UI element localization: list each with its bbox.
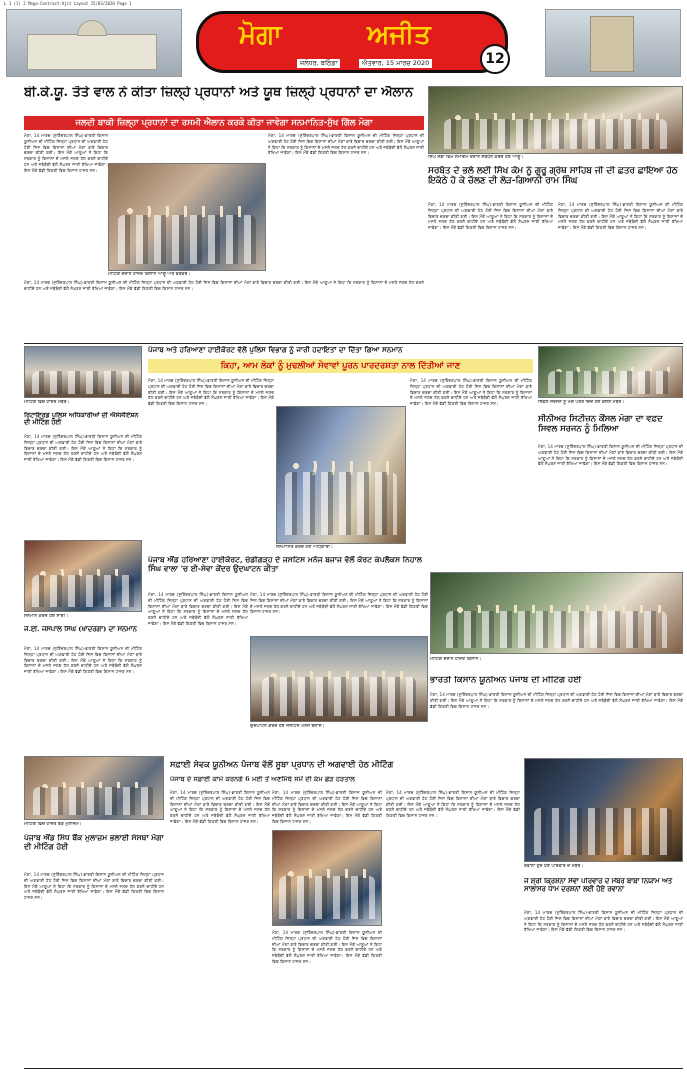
masthead-edition: ਜਲੰਧਰ, ਬਠਿੰਡਾ — [297, 59, 340, 68]
lead-headline: ਬੀ.ਕੇ.ਯੂ. ਤੋਤੇ ਵਾਲ ਨੇ ਕੀਤਾ ਜ਼ਿਲ੍ਹੇ ਪ੍ਰਧਾਨਾਂ ਅਤੇ ਯੂਥ ਜ਼ਿਲ੍ਹੇ ਪ੍ਰਧਾਨਾਂ ਦਾ ਐਲਾਨ — [24, 86, 414, 100]
senior-headline: ਸੀਨੀਅਰ ਸਿਟੀਜ਼ਨ ਕੌਂਸਲ ਮੋਗਾ ਦਾ ਵਫ਼ਦ ਸਿਵਲ ਸਰਜਨ ਨੂੰ ਮਿਲਿਆ — [538, 414, 663, 433]
lead-caption: ਮੀਟਿੰਗ ਦੌਰਾਨ ਹਾਜ਼ਰ ਕਿਸਾਨ ਆਗੂ ਅਤੇ ਵਰਕਰ। — [108, 272, 191, 277]
bku-caption: ਮੀਟਿੰਗ ਦੌਰਾਨ ਹਾਜ਼ਰ ਕਿਸਾਨ। — [430, 657, 482, 662]
safai-body-col2: ਮੋਗਾ, 14 ਮਾਰਚ (ਸੁਰਿੰਦਰਪਾਲ ਸਿੰਘ)-ਭਾਰਤੀ ਕਿਸਾਨ ਯੂਨੀਅਨ ਦੀ ਮੀਟਿੰਗ ਜ਼ਿਲ੍ਹਾ ਪ੍ਰਧਾਨ ਦੀ ਅਗਵਾਈ ਹੇਠ ਹੋਈ ਜਿਸ ਵਿਚ ਕਿਸਾਨਾਂ ਦੀਆਂ ਮੰਗਾਂ ਬਾਰੇ ਵਿਚਾਰ ਚਰਚਾ ਕੀਤੀ ਗਈ। ਇਸ ਮੌਕੇ ਆਗੂਆਂ ਨੇ ਕਿਹਾ ਕਿ ਸਰਕਾਰ ਨੂੰ ਕਿਸਾਨਾਂ ਦੇ ਮਸਲੇ ਜਲਦ ਹੱਲ ਕਰਨੇ ਚਾਹੀਦੇ ਹਨ ਅਤੇ ਜਥੇਬੰਦੀ ਵੱਲੋਂ ਸੰਘਰਸ਼ ਜਾਰੀ ਰੱਖਿਆ ਜਾਵੇਗਾ। ਇਸ ਮੌਕੇ ਵੱਡੀ ਗਿਣਤੀ ਵਿਚ ਕਿਸਾਨ ਹਾਜ਼ਰ ਸਨ। — [272, 790, 382, 824]
dome-illustration — [77, 20, 107, 36]
police-subhead-band: ਕਿਹਾ, ਆਮ ਲੋਕਾਂ ਨੂੰ ਮੁਢਲੀਆਂ ਸੇਵਾਵਾਂ ਪੂਰਨ ਪਾਰਦਰਸ਼ਤਾ ਨਾਲ ਦਿੱਤੀਆਂ ਜਾਣ — [148, 359, 533, 373]
lead-body-bottom: ਮੋਗਾ, 14 ਮਾਰਚ (ਸੁਰਿੰਦਰਪਾਲ ਸਿੰਘ)-ਭਾਰਤੀ ਕਿਸਾਨ ਯੂਨੀਅਨ ਦੀ ਮੀਟਿੰਗ ਜ਼ਿਲ੍ਹਾ ਪ੍ਰਧਾਨ ਦੀ ਅਗਵਾਈ ਹੇਠ ਹੋਈ ਜਿਸ ਵਿਚ ਕਿਸਾਨਾਂ ਦੀਆਂ ਮੰਗਾਂ ਬਾਰੇ ਵਿਚਾਰ ਚਰਚਾ ਕੀਤੀ ਗਈ। ਇਸ ਮੌਕੇ ਆਗੂਆਂ ਨੇ ਕਿਹਾ ਕਿ ਸਰਕਾਰ ਨੂੰ ਕਿਸਾਨਾਂ ਦੇ ਮਸਲੇ ਜਲਦ ਹੱਲ ਕਰਨੇ ਚਾਹੀਦੇ ਹਨ ਅਤੇ ਜਥੇਬੰਦੀ ਵੱਲੋਂ ਸੰਘਰਸ਼ ਜਾਰੀ ਰੱਖਿਆ ਜਾਵੇਗਾ। ਇਸ ਮੌਕੇ ਵੱਡੀ ਗਿਣਤੀ ਵਿਚ ਕਿਸਾਨ ਹਾਜ਼ਰ ਸਨ। — [24, 280, 424, 291]
masthead-date: ਐਤਵਾਰ, 15 ਮਾਰਚ 2020 — [359, 59, 432, 68]
lead-body-col3: ਮੋਗਾ, 14 ਮਾਰਚ (ਸੁਰਿੰਦਰਪਾਲ ਸਿੰਘ)-ਭਾਰਤੀ ਕਿਸਾਨ ਯੂਨੀਅਨ ਦੀ ਮੀਟਿੰਗ ਜ਼ਿਲ੍ਹਾ ਪ੍ਰਧਾਨ ਦੀ ਅਗਵਾਈ ਹੇਠ ਹੋਈ ਜਿਸ ਵਿਚ ਕਿਸਾਨਾਂ ਦੀਆਂ ਮੰਗਾਂ ਬਾਰੇ ਵਿਚਾਰ ਚਰਚਾ ਕੀਤੀ ਗਈ। ਇਸ ਮੌਕੇ ਆਗੂਆਂ ਨੇ ਕਿਹਾ ਕਿ ਸਰਕਾਰ ਨੂੰ ਕਿਸਾਨਾਂ ਦੇ ਮਸਲੇ ਜਲਦ ਹੱਲ ਕਰਨੇ ਚਾਹੀਦੇ ਹਨ ਅਤੇ ਜਥੇਬੰਦੀ ਵੱਲੋਂ ਸੰਘਰਸ਼ ਜਾਰੀ ਰੱਖਿਆ ਜਾਵੇਗਾ। ਇਸ ਮੌਕੇ ਵੱਡੀ ਗਿਣਤੀ ਵਿਚ ਕਿਸਾਨ ਹਾਜ਼ਰ ਸਨ। — [268, 133, 424, 156]
bku-headline: ਭਾਰਤੀ ਕਿਸਾਨ ਯੂਨੀਅਨ ਪੰਜਾਬ ਦੀ ਮੀਟਿੰਗ ਹੋਈ — [430, 676, 582, 685]
masthead-photo-right — [545, 9, 681, 77]
psb-headline: ਪੰਜਾਬ ਐਂਡ ਸਿੰਧ ਬੈਂਕ ਮੁਲਾਜ਼ਮ ਭਲਾਈ ਸੰਸਥਾ ਮੋਗਾ ਦੀ ਮੀਟਿੰਗ ਹੋਈ — [24, 834, 164, 851]
sarbat-headline: ਸਰਬੱਤ ਦੇ ਭਲੇ ਲਈ ਸਿੱਖ ਕੌਮ ਨੂੰ ਗੁਰੂ ਗ੍ਰੰਥ ਸਾਹਿਬ ਜੀ ਦੀ ਛਤਰ ਛਾਇਆ ਹੇਠ ਇਕੱਠੇ ਹੋ ਕੇ ਚੱਲਣ ਦੀ ਲੋੜ-ਗਿਆਨੀ ਰਾਮ ਸਿੰਘ — [428, 166, 678, 187]
building-illustration — [27, 34, 157, 70]
bku-body: ਮੋਗਾ, 14 ਮਾਰਚ (ਸੁਰਿੰਦਰਪਾਲ ਸਿੰਘ)-ਭਾਰਤੀ ਕਿਸਾਨ ਯੂਨੀਅਨ ਦੀ ਮੀਟਿੰਗ ਜ਼ਿਲ੍ਹਾ ਪ੍ਰਧਾਨ ਦੀ ਅਗਵਾਈ ਹੇਠ ਹੋਈ ਜਿਸ ਵਿਚ ਕਿਸਾਨਾਂ ਦੀਆਂ ਮੰਗਾਂ ਬਾਰੇ ਵਿਚਾਰ ਚਰਚਾ ਕੀਤੀ ਗਈ। ਇਸ ਮੌਕੇ ਆਗੂਆਂ ਨੇ ਕਿਹਾ ਕਿ ਸਰਕਾਰ ਨੂੰ ਕਿਸਾਨਾਂ ਦੇ ਮਸਲੇ ਜਲਦ ਹੱਲ ਕਰਨੇ ਚਾਹੀਦੇ ਹਨ ਅਤੇ ਜਥੇਬੰਦੀ ਵੱਲੋਂ ਸੰਘਰਸ਼ ਜਾਰੀ ਰੱਖਿਆ ਜਾਵੇਗਾ। ਇਸ ਮੌਕੇ ਵੱਡੀ ਗਿਣਤੀ ਵਿਚ ਕਿਸਾਨ ਹਾਜ਼ਰ ਸਨ। — [430, 692, 683, 709]
sarbat-body-col2: ਮੋਗਾ, 14 ਮਾਰਚ (ਸੁਰਿੰਦਰਪਾਲ ਸਿੰਘ)-ਭਾਰਤੀ ਕਿਸਾਨ ਯੂਨੀਅਨ ਦੀ ਮੀਟਿੰਗ ਜ਼ਿਲ੍ਹਾ ਪ੍ਰਧਾਨ ਦੀ ਅਗਵਾਈ ਹੇਠ ਹੋਈ ਜਿਸ ਵਿਚ ਕਿਸਾਨਾਂ ਦੀਆਂ ਮੰਗਾਂ ਬਾਰੇ ਵਿਚਾਰ ਚਰਚਾ ਕੀਤੀ ਗਈ। ਇਸ ਮੌਕੇ ਆਗੂਆਂ ਨੇ ਕਿਹਾ ਕਿ ਸਰਕਾਰ ਨੂੰ ਕਿਸਾਨਾਂ ਦੇ ਮਸਲੇ ਜਲਦ ਹੱਲ ਕਰਨੇ ਚਾਹੀਦੇ ਹਨ ਅਤੇ ਜਥੇਬੰਦੀ ਵੱਲੋਂ ਸੰਘਰਸ਼ ਜਾਰੀ ਰੱਖਿਆ ਜਾਵੇਗਾ। ਇਸ ਮੌਕੇ ਵੱਡੀ ਗਿਣਤੀ ਵਿਚ ਕਿਸਾਨ ਹਾਜ਼ਰ ਸਨ। — [558, 202, 683, 231]
left-meeting-headline: ਰਿਟਾਇਰਡ ਪੁਲਿਸ ਅਧਿਕਾਰੀਆਂ ਦੀ ਐਸੋਸੀਏਸ਼ਨ ਦੀ ਮੀਟਿੰਗ ਹੋਈ — [24, 412, 139, 427]
je-caption: ਸਨਮਾਨ ਕਰਦੇ ਹੋਏ ਸਾਥੀ। — [24, 614, 69, 619]
court-body-col1: ਮੋਗਾ, 14 ਮਾਰਚ (ਸੁਰਿੰਦਰਪਾਲ ਸਿੰਘ)-ਭਾਰਤੀ ਕਿਸਾਨ ਯੂਨੀਅਨ ਦੀ ਮੀਟਿੰਗ ਜ਼ਿਲ੍ਹਾ ਪ੍ਰਧਾਨ ਦੀ ਅਗਵਾਈ ਹੇਠ ਹੋਈ ਜਿਸ ਵਿਚ ਕਿਸਾਨਾਂ ਦੀਆਂ ਮੰਗਾਂ ਬਾਰੇ ਵਿਚਾਰ ਚਰਚਾ ਕੀਤੀ ਗਈ। ਇਸ ਮੌਕੇ ਆਗੂਆਂ ਨੇ ਕਿਹਾ ਕਿ ਸਰਕਾਰ ਨੂੰ ਕਿਸਾਨਾਂ ਦੇ ਮਸਲੇ ਜਲਦ ਹੱਲ ਕਰਨੇ ਚਾਹੀਦੇ ਹਨ ਅਤੇ ਜਥੇਬੰਦੀ ਵੱਲੋਂ ਸੰਘਰਸ਼ ਜਾਰੀ ਰੱਖਿਆ ਜਾਵੇਗਾ। ਇਸ ਮੌਕੇ ਵੱਡੀ ਗਿਣਤੀ ਵਿਚ ਕਿਸਾਨ ਹਾਜ਼ਰ ਸਨ। — [148, 592, 248, 626]
lead-photo — [108, 163, 266, 271]
psb-caption: ਮੀਟਿੰਗ ਵਿੱਚ ਹਾਜ਼ਰ ਬੈਂਕ ਮੁਲਾਜ਼ਮ। — [24, 822, 82, 827]
sangh-photo — [524, 758, 683, 862]
left-meeting-caption: ਮੀਟਿੰਗ ਵਿੱਚ ਹਾਜ਼ਰ ਮੈਂਬਰ। — [24, 400, 70, 405]
print-slug: L 1 (1) 2 Moga-Contract-Ajit Layout 15/03/2020 Page 1 — [4, 1, 132, 6]
safai-photo — [272, 830, 382, 926]
police-headline: ਪੰਜਾਬ ਅਤੇ ਹਰਿਆਣਾ ਹਾਈਕੋਰਟ ਵੱਲੋਂ ਪੁਲਿਸ ਵਿਭਾਗ ਨੂੰ ਜਾਰੀ ਹਦਾਇਤਾਂ ਦਾ ਦਿੱਤਾ ਗਿਆ ਸਨਮਾਨ — [148, 346, 403, 354]
temple-illustration — [590, 16, 634, 72]
footer-rule — [24, 1068, 683, 1069]
lead-body-col1: ਮੋਗਾ, 14 ਮਾਰਚ (ਸੁਰਿੰਦਰਪਾਲ ਸਿੰਘ)-ਭਾਰਤੀ ਕਿਸਾਨ ਯੂਨੀਅਨ ਦੀ ਮੀਟਿੰਗ ਜ਼ਿਲ੍ਹਾ ਪ੍ਰਧਾਨ ਦੀ ਅਗਵਾਈ ਹੇਠ ਹੋਈ ਜਿਸ ਵਿਚ ਕਿਸਾਨਾਂ ਦੀਆਂ ਮੰਗਾਂ ਬਾਰੇ ਵਿਚਾਰ ਚਰਚਾ ਕੀਤੀ ਗਈ। ਇਸ ਮੌਕੇ ਆਗੂਆਂ ਨੇ ਕਿਹਾ ਕਿ ਸਰਕਾਰ ਨੂੰ ਕਿਸਾਨਾਂ ਦੇ ਮਸਲੇ ਜਲਦ ਹੱਲ ਕਰਨੇ ਚਾਹੀਦੇ ਹਨ ਅਤੇ ਜਥੇਬੰਦੀ ਵੱਲੋਂ ਸੰਘਰਸ਼ ਜਾਰੀ ਰੱਖਿਆ ਜਾਵੇਗਾ। ਇਸ ਮੌਕੇ ਵੱਡੀ ਗਿਣਤੀ ਵਿਚ ਕਿਸਾਨ ਹਾਜ਼ਰ ਸਨ। — [24, 133, 108, 173]
je-photo — [24, 540, 142, 612]
sarbat-body-col1: ਮੋਗਾ, 14 ਮਾਰਚ (ਸੁਰਿੰਦਰਪਾਲ ਸਿੰਘ)-ਭਾਰਤੀ ਕਿਸਾਨ ਯੂਨੀਅਨ ਦੀ ਮੀਟਿੰਗ ਜ਼ਿਲ੍ਹਾ ਪ੍ਰਧਾਨ ਦੀ ਅਗਵਾਈ ਹੇਠ ਹੋਈ ਜਿਸ ਵਿਚ ਕਿਸਾਨਾਂ ਦੀਆਂ ਮੰਗਾਂ ਬਾਰੇ ਵਿਚਾਰ ਚਰਚਾ ਕੀਤੀ ਗਈ। ਇਸ ਮੌਕੇ ਆਗੂਆਂ ਨੇ ਕਿਹਾ ਕਿ ਸਰਕਾਰ ਨੂੰ ਕਿਸਾਨਾਂ ਦੇ ਮਸਲੇ ਜਲਦ ਹੱਲ ਕਰਨੇ ਚਾਹੀਦੇ ਹਨ ਅਤੇ ਜਥੇਬੰਦੀ ਵੱਲੋਂ ਸੰਘਰਸ਼ ਜਾਰੀ ਰੱਖਿਆ ਜਾਵੇਗਾ। ਇਸ ਮੌਕੇ ਵੱਡੀ ਗਿਣਤੀ ਵਿਚ ਕਿਸਾਨ ਹਾਜ਼ਰ ਸਨ। — [428, 202, 553, 231]
sarbat-photo — [428, 86, 683, 154]
court-headline: ਪੰਜਾਬ ਐਂਡ ਹਰਿਆਣਾ ਹਾਈਕੋਰਟ, ਚੰਡੀਗੜ੍ਹ ਦੇ ਜਸਟਿਸ ਮਨੋਜ ਬਜਾਜ ਵੱਲੋਂ ਕੋਰਟ ਕੰਪਲੈਕਸ ਨਿਹਾਲ ਸਿੰਘ ਵਾਲਾ 'ਚ ਈ-ਸੇਵਾ ਕੇਂਦਰ ਉਦਘਾਟਨ ਕੀਤਾ — [148, 556, 422, 573]
senior-body: ਮੋਗਾ, 14 ਮਾਰਚ (ਸੁਰਿੰਦਰਪਾਲ ਸਿੰਘ)-ਭਾਰਤੀ ਕਿਸਾਨ ਯੂਨੀਅਨ ਦੀ ਮੀਟਿੰਗ ਜ਼ਿਲ੍ਹਾ ਪ੍ਰਧਾਨ ਦੀ ਅਗਵਾਈ ਹੇਠ ਹੋਈ ਜਿਸ ਵਿਚ ਕਿਸਾਨਾਂ ਦੀਆਂ ਮੰਗਾਂ ਬਾਰੇ ਵਿਚਾਰ ਚਰਚਾ ਕੀਤੀ ਗਈ। ਇਸ ਮੌਕੇ ਆਗੂਆਂ ਨੇ ਕਿਹਾ ਕਿ ਸਰਕਾਰ ਨੂੰ ਕਿਸਾਨਾਂ ਦੇ ਮਸਲੇ ਜਲਦ ਹੱਲ ਕਰਨੇ ਚਾਹੀਦੇ ਹਨ ਅਤੇ ਜਥੇਬੰਦੀ ਵੱਲੋਂ ਸੰਘਰਸ਼ ਜਾਰੀ ਰੱਖਿਆ ਜਾਵੇਗਾ। ਇਸ ਮੌਕੇ ਵੱਡੀ ਗਿਣਤੀ ਵਿਚ ਕਿਸਾਨ ਹਾਜ਼ਰ ਸਨ। — [538, 444, 683, 467]
court-body-col2: ਮੋਗਾ, 14 ਮਾਰਚ (ਸੁਰਿੰਦਰਪਾਲ ਸਿੰਘ)-ਭਾਰਤੀ ਕਿਸਾਨ ਯੂਨੀਅਨ ਦੀ ਮੀਟਿੰਗ ਜ਼ਿਲ੍ਹਾ ਪ੍ਰਧਾਨ ਦੀ ਅਗਵਾਈ ਹੇਠ ਹੋਈ ਜਿਸ ਵਿਚ ਕਿਸਾਨਾਂ ਦੀਆਂ ਮੰਗਾਂ ਬਾਰੇ ਵਿਚਾਰ ਚਰਚਾ ਕੀਤੀ ਗਈ। ਇਸ ਮੌਕੇ ਆਗੂਆਂ ਨੇ ਕਿਹਾ ਕਿ ਸਰਕਾਰ ਨੂੰ ਕਿਸਾਨਾਂ ਦੇ ਮਸਲੇ ਜਲਦ ਹੱਲ ਕਰਨੇ ਚਾਹੀਦੇ ਹਨ ਅਤੇ ਜਥੇਬੰਦੀ ਵੱਲੋਂ ਸੰਘਰਸ਼ ਜਾਰੀ ਰੱਖਿਆ ਜਾਵੇਗਾ। ਇਸ ਮੌਕੇ ਵੱਡੀ ਗਿਣਤੀ ਵਿਚ ਕਿਸਾਨ ਹਾਜ਼ਰ ਸਨ। — [250, 592, 428, 615]
police-body-col1: ਮੋਗਾ, 14 ਮਾਰਚ (ਸੁਰਿੰਦਰਪਾਲ ਸਿੰਘ)-ਭਾਰਤੀ ਕਿਸਾਨ ਯੂਨੀਅਨ ਦੀ ਮੀਟਿੰਗ ਜ਼ਿਲ੍ਹਾ ਪ੍ਰਧਾਨ ਦੀ ਅਗਵਾਈ ਹੇਠ ਹੋਈ ਜਿਸ ਵਿਚ ਕਿਸਾਨਾਂ ਦੀਆਂ ਮੰਗਾਂ ਬਾਰੇ ਵਿਚਾਰ ਚਰਚਾ ਕੀਤੀ ਗਈ। ਇਸ ਮੌਕੇ ਆਗੂਆਂ ਨੇ ਕਿਹਾ ਕਿ ਸਰਕਾਰ ਨੂੰ ਕਿਸਾਨਾਂ ਦੇ ਮਸਲੇ ਜਲਦ ਹੱਲ ਕਰਨੇ ਚਾਹੀਦੇ ਹਨ ਅਤੇ ਜਥੇਬੰਦੀ ਵੱਲੋਂ ਸੰਘਰਸ਼ ਜਾਰੀ ਰੱਖਿਆ ਜਾਵੇਗਾ। ਇਸ ਮੌਕੇ ਵੱਡੀ ਗਿਣਤੀ ਵਿਚ ਕਿਸਾਨ ਹਾਜ਼ਰ ਸਨ। — [148, 378, 274, 407]
page-number: 12 — [480, 44, 510, 74]
police-caption: ਸਨਮਾਨਿਤ ਕਰਦੇ ਹੋਏ ਅਧਿਕਾਰੀ। — [276, 545, 333, 550]
masthead-title-right: ਅਜੀਤ — [367, 20, 431, 50]
je-body: ਮੋਗਾ, 14 ਮਾਰਚ (ਸੁਰਿੰਦਰਪਾਲ ਸਿੰਘ)-ਭਾਰਤੀ ਕਿਸਾਨ ਯੂਨੀਅਨ ਦੀ ਮੀਟਿੰਗ ਜ਼ਿਲ੍ਹਾ ਪ੍ਰਧਾਨ ਦੀ ਅਗਵਾਈ ਹੇਠ ਹੋਈ ਜਿਸ ਵਿਚ ਕਿਸਾਨਾਂ ਦੀਆਂ ਮੰਗਾਂ ਬਾਰੇ ਵਿਚਾਰ ਚਰਚਾ ਕੀਤੀ ਗਈ। ਇਸ ਮੌਕੇ ਆਗੂਆਂ ਨੇ ਕਿਹਾ ਕਿ ਸਰਕਾਰ ਨੂੰ ਕਿਸਾਨਾਂ ਦੇ ਮਸਲੇ ਜਲਦ ਹੱਲ ਕਰਨੇ ਚਾਹੀਦੇ ਹਨ ਅਤੇ ਜਥੇਬੰਦੀ ਵੱਲੋਂ ਸੰਘਰਸ਼ ਜਾਰੀ ਰੱਖਿਆ ਜਾਵੇਗਾ। ਇਸ ਮੌਕੇ ਵੱਡੀ ਗਿਣਤੀ ਵਿਚ ਕਿਸਾਨ ਹਾਜ਼ਰ ਸਨ। — [24, 646, 142, 675]
masthead-banner — [196, 11, 508, 73]
safai-subhead: ਪੰਜਾਬ ਦੇ ਸਫ਼ਾਈ ਕਾਮੇ ਕਰਨਗੇ 6 ਮਈ ਤੋਂ ਅਣਮਿੱਥੇ ਸਮੇਂ ਦੀ ਕੰਮ ਛੋੜ ਹੜਤਾਲ — [170, 776, 355, 783]
safai-headline: ਸਫ਼ਾਈ ਸੇਵਕ ਯੂਨੀਅਨ ਪੰਜਾਬ ਵੱਲੋਂ ਸੂਬਾ ਪ੍ਰਧਾਨ ਦੀ ਅਗਵਾਈ ਹੇਠ ਮੀਟਿੰਗ — [170, 760, 394, 769]
senior-caption: ਸਿਵਲ ਸਰਜਨ ਨੂੰ ਮੰਗ ਪੱਤਰ ਦਿੰਦੇ ਹੋਏ ਕੌਂਸਲ ਮੈਂਬਰ। — [538, 400, 625, 405]
lead-subhead-band: ਜਲਦੀ ਬਾਕੀ ਜ਼ਿਲ੍ਹਾ ਪ੍ਰਧਾਨਾਂ ਦਾ ਰਸਮੀ ਐਲਾਨ ਕਰਕੇ ਕੀਤਾ ਜਾਵੇਗਾ ਸਨਮਾਨਿਤ-ਸੁੱਖ ਗਿੱਲ ਮੋਗਾ — [24, 116, 424, 130]
je-headline: ਜੇ.ਈ. ਜਸਪਾਲ ਸਿੰਘ (ਖਾਦਰਗਾ) ਦਾ ਸਨਮਾਨ — [24, 626, 137, 633]
sangh-headline: ਜੇ ਸ਼੍ਰੀ ਕ੍ਰਿਸ਼ਨਾ ਸੇਵਾ ਪਰਿਵਾਰ ਦੇ ਮੈਂਬਰ ਬਾਬਾ ਨਿਯਾਮ ਅਤੇ ਸਾਲਾਸਰ ਧਾਮ ਦਰਸ਼ਨਾਂ ਲਈ ਹੋਏ ਰਵਾਨਾ — [524, 878, 673, 893]
court-caption: ਉਦਘਾਟਨ ਕਰਦੇ ਹੋਏ ਜਸਟਿਸ ਮਨੋਜ ਬਜਾਜ। — [250, 724, 325, 729]
police-body-col3: ਮੋਗਾ, 14 ਮਾਰਚ (ਸੁਰਿੰਦਰਪਾਲ ਸਿੰਘ)-ਭਾਰਤੀ ਕਿਸਾਨ ਯੂਨੀਅਨ ਦੀ ਮੀਟਿੰਗ ਜ਼ਿਲ੍ਹਾ ਪ੍ਰਧਾਨ ਦੀ ਅਗਵਾਈ ਹੇਠ ਹੋਈ ਜਿਸ ਵਿਚ ਕਿਸਾਨਾਂ ਦੀਆਂ ਮੰਗਾਂ ਬਾਰੇ ਵਿਚਾਰ ਚਰਚਾ ਕੀਤੀ ਗਈ। ਇਸ ਮੌਕੇ ਆਗੂਆਂ ਨੇ ਕਿਹਾ ਕਿ ਸਰਕਾਰ ਨੂੰ ਕਿਸਾਨਾਂ ਦੇ ਮਸਲੇ ਜਲਦ ਹੱਲ ਕਰਨੇ ਚਾਹੀਦੇ ਹਨ ਅਤੇ ਜਥੇਬੰਦੀ ਵੱਲੋਂ ਸੰਘਰਸ਼ ਜਾਰੀ ਰੱਖਿਆ ਜਾਵੇਗਾ। ਇਸ ਮੌਕੇ ਵੱਡੀ ਗਿਣਤੀ ਵਿਚ ਕਿਸਾਨ ਹਾਜ਼ਰ ਸਨ। — [410, 378, 532, 407]
court-photo — [250, 636, 428, 722]
bku-photo — [430, 572, 683, 654]
police-photo-left — [24, 346, 142, 398]
masthead-photo-left — [6, 9, 182, 77]
masthead-title-left: ਮੋਗਾ — [239, 20, 282, 50]
section-divider — [24, 343, 683, 344]
sangh-caption: ਰਵਾਨਾ ਹੁੰਦੇ ਹੋਏ ਪਰਿਵਾਰ ਦੇ ਮੈਂਬਰ। — [524, 864, 584, 869]
senior-photo — [538, 346, 683, 398]
sangh-body: ਮੋਗਾ, 14 ਮਾਰਚ (ਸੁਰਿੰਦਰਪਾਲ ਸਿੰਘ)-ਭਾਰਤੀ ਕਿਸਾਨ ਯੂਨੀਅਨ ਦੀ ਮੀਟਿੰਗ ਜ਼ਿਲ੍ਹਾ ਪ੍ਰਧਾਨ ਦੀ ਅਗਵਾਈ ਹੇਠ ਹੋਈ ਜਿਸ ਵਿਚ ਕਿਸਾਨਾਂ ਦੀਆਂ ਮੰਗਾਂ ਬਾਰੇ ਵਿਚਾਰ ਚਰਚਾ ਕੀਤੀ ਗਈ। ਇਸ ਮੌਕੇ ਆਗੂਆਂ ਨੇ ਕਿਹਾ ਕਿ ਸਰਕਾਰ ਨੂੰ ਕਿਸਾਨਾਂ ਦੇ ਮਸਲੇ ਜਲਦ ਹੱਲ ਕਰਨੇ ਚਾਹੀਦੇ ਹਨ ਅਤੇ ਜਥੇਬੰਦੀ ਵੱਲੋਂ ਸੰਘਰਸ਼ ਜਾਰੀ ਰੱਖਿਆ ਜਾਵੇਗਾ। ਇਸ ਮੌਕੇ ਵੱਡੀ ਗਿਣਤੀ ਵਿਚ ਕਿਸਾਨ ਹਾਜ਼ਰ ਸਨ। — [524, 910, 683, 933]
safai-body-col1: ਮੋਗਾ, 14 ਮਾਰਚ (ਸੁਰਿੰਦਰਪਾਲ ਸਿੰਘ)-ਭਾਰਤੀ ਕਿਸਾਨ ਯੂਨੀਅਨ ਦੀ ਮੀਟਿੰਗ ਜ਼ਿਲ੍ਹਾ ਪ੍ਰਧਾਨ ਦੀ ਅਗਵਾਈ ਹੇਠ ਹੋਈ ਜਿਸ ਵਿਚ ਕਿਸਾਨਾਂ ਦੀਆਂ ਮੰਗਾਂ ਬਾਰੇ ਵਿਚਾਰ ਚਰਚਾ ਕੀਤੀ ਗਈ। ਇਸ ਮੌਕੇ ਆਗੂਆਂ ਨੇ ਕਿਹਾ ਕਿ ਸਰਕਾਰ ਨੂੰ ਕਿਸਾਨਾਂ ਦੇ ਮਸਲੇ ਜਲਦ ਹੱਲ ਕਰਨੇ ਚਾਹੀਦੇ ਹਨ ਅਤੇ ਜਥੇਬੰਦੀ ਵੱਲੋਂ ਸੰਘਰਸ਼ ਜਾਰੀ ਰੱਖਿਆ ਜਾਵੇਗਾ। ਇਸ ਮੌਕੇ ਵੱਡੀ ਗਿਣਤੀ ਵਿਚ ਕਿਸਾਨ ਹਾਜ਼ਰ ਸਨ। — [170, 790, 270, 824]
psb-body: ਮੋਗਾ, 14 ਮਾਰਚ (ਸੁਰਿੰਦਰਪਾਲ ਸਿੰਘ)-ਭਾਰਤੀ ਕਿਸਾਨ ਯੂਨੀਅਨ ਦੀ ਮੀਟਿੰਗ ਜ਼ਿਲ੍ਹਾ ਪ੍ਰਧਾਨ ਦੀ ਅਗਵਾਈ ਹੇਠ ਹੋਈ ਜਿਸ ਵਿਚ ਕਿਸਾਨਾਂ ਦੀਆਂ ਮੰਗਾਂ ਬਾਰੇ ਵਿਚਾਰ ਚਰਚਾ ਕੀਤੀ ਗਈ। ਇਸ ਮੌਕੇ ਆਗੂਆਂ ਨੇ ਕਿਹਾ ਕਿ ਸਰਕਾਰ ਨੂੰ ਕਿਸਾਨਾਂ ਦੇ ਮਸਲੇ ਜਲਦ ਹੱਲ ਕਰਨੇ ਚਾਹੀਦੇ ਹਨ ਅਤੇ ਜਥੇਬੰਦੀ ਵੱਲੋਂ ਸੰਘਰਸ਼ ਜਾਰੀ ਰੱਖਿਆ ਜਾਵੇਗਾ। ਇਸ ਮੌਕੇ ਵੱਡੀ ਗਿਣਤੀ ਵਿਚ ਕਿਸਾਨ ਹਾਜ਼ਰ ਸਨ। — [24, 872, 164, 901]
safai-body-col3: ਮੋਗਾ, 14 ਮਾਰਚ (ਸੁਰਿੰਦਰਪਾਲ ਸਿੰਘ)-ਭਾਰਤੀ ਕਿਸਾਨ ਯੂਨੀਅਨ ਦੀ ਮੀਟਿੰਗ ਜ਼ਿਲ੍ਹਾ ਪ੍ਰਧਾਨ ਦੀ ਅਗਵਾਈ ਹੇਠ ਹੋਈ ਜਿਸ ਵਿਚ ਕਿਸਾਨਾਂ ਦੀਆਂ ਮੰਗਾਂ ਬਾਰੇ ਵਿਚਾਰ ਚਰਚਾ ਕੀਤੀ ਗਈ। ਇਸ ਮੌਕੇ ਆਗੂਆਂ ਨੇ ਕਿਹਾ ਕਿ ਸਰਕਾਰ ਨੂੰ ਕਿਸਾਨਾਂ ਦੇ ਮਸਲੇ ਜਲਦ ਹੱਲ ਕਰਨੇ ਚਾਹੀਦੇ ਹਨ ਅਤੇ ਜਥੇਬੰਦੀ ਵੱਲੋਂ ਸੰਘਰਸ਼ ਜਾਰੀ ਰੱਖਿਆ ਜਾਵੇਗਾ। ਇਸ ਮੌਕੇ ਵੱਡੀ ਗਿਣਤੀ ਵਿਚ ਕਿਸਾਨ ਹਾਜ਼ਰ ਸਨ। — [386, 790, 520, 819]
police-photo-main — [276, 406, 406, 544]
left-meeting-body: ਮੋਗਾ, 14 ਮਾਰਚ (ਸੁਰਿੰਦਰਪਾਲ ਸਿੰਘ)-ਭਾਰਤੀ ਕਿਸਾਨ ਯੂਨੀਅਨ ਦੀ ਮੀਟਿੰਗ ਜ਼ਿਲ੍ਹਾ ਪ੍ਰਧਾਨ ਦੀ ਅਗਵਾਈ ਹੇਠ ਹੋਈ ਜਿਸ ਵਿਚ ਕਿਸਾਨਾਂ ਦੀਆਂ ਮੰਗਾਂ ਬਾਰੇ ਵਿਚਾਰ ਚਰਚਾ ਕੀਤੀ ਗਈ। ਇਸ ਮੌਕੇ ਆਗੂਆਂ ਨੇ ਕਿਹਾ ਕਿ ਸਰਕਾਰ ਨੂੰ ਕਿਸਾਨਾਂ ਦੇ ਮਸਲੇ ਜਲਦ ਹੱਲ ਕਰਨੇ ਚਾਹੀਦੇ ਹਨ ਅਤੇ ਜਥੇਬੰਦੀ ਵੱਲੋਂ ਸੰਘਰਸ਼ ਜਾਰੀ ਰੱਖਿਆ ਜਾਵੇਗਾ। ਇਸ ਮੌਕੇ ਵੱਡੀ ਗਿਣਤੀ ਵਿਚ ਕਿਸਾਨ ਹਾਜ਼ਰ ਸਨ। — [24, 434, 142, 463]
safai-body-col2b: ਮੋਗਾ, 14 ਮਾਰਚ (ਸੁਰਿੰਦਰਪਾਲ ਸਿੰਘ)-ਭਾਰਤੀ ਕਿਸਾਨ ਯੂਨੀਅਨ ਦੀ ਮੀਟਿੰਗ ਜ਼ਿਲ੍ਹਾ ਪ੍ਰਧਾਨ ਦੀ ਅਗਵਾਈ ਹੇਠ ਹੋਈ ਜਿਸ ਵਿਚ ਕਿਸਾਨਾਂ ਦੀਆਂ ਮੰਗਾਂ ਬਾਰੇ ਵਿਚਾਰ ਚਰਚਾ ਕੀਤੀ ਗਈ। ਇਸ ਮੌਕੇ ਆਗੂਆਂ ਨੇ ਕਿਹਾ ਕਿ ਸਰਕਾਰ ਨੂੰ ਕਿਸਾਨਾਂ ਦੇ ਮਸਲੇ ਜਲਦ ਹੱਲ ਕਰਨੇ ਚਾਹੀਦੇ ਹਨ ਅਤੇ ਜਥੇਬੰਦੀ ਵੱਲੋਂ ਸੰਘਰਸ਼ ਜਾਰੀ ਰੱਖਿਆ ਜਾਵੇਗਾ। ਇਸ ਮੌਕੇ ਵੱਡੀ ਗਿਣਤੀ ਵਿਚ ਕਿਸਾਨ ਹਾਜ਼ਰ ਸਨ। — [272, 930, 382, 964]
sarbat-caption: ਸਿੰਘ ਸਭਾ ਵਿਖੇ ਸਮਾਗਮ ਦੌਰਾਨ ਸੰਬੋਧਨ ਕਰਦੇ ਹੋਏ ਆਗੂ। — [428, 155, 524, 160]
psb-photo — [24, 756, 164, 820]
